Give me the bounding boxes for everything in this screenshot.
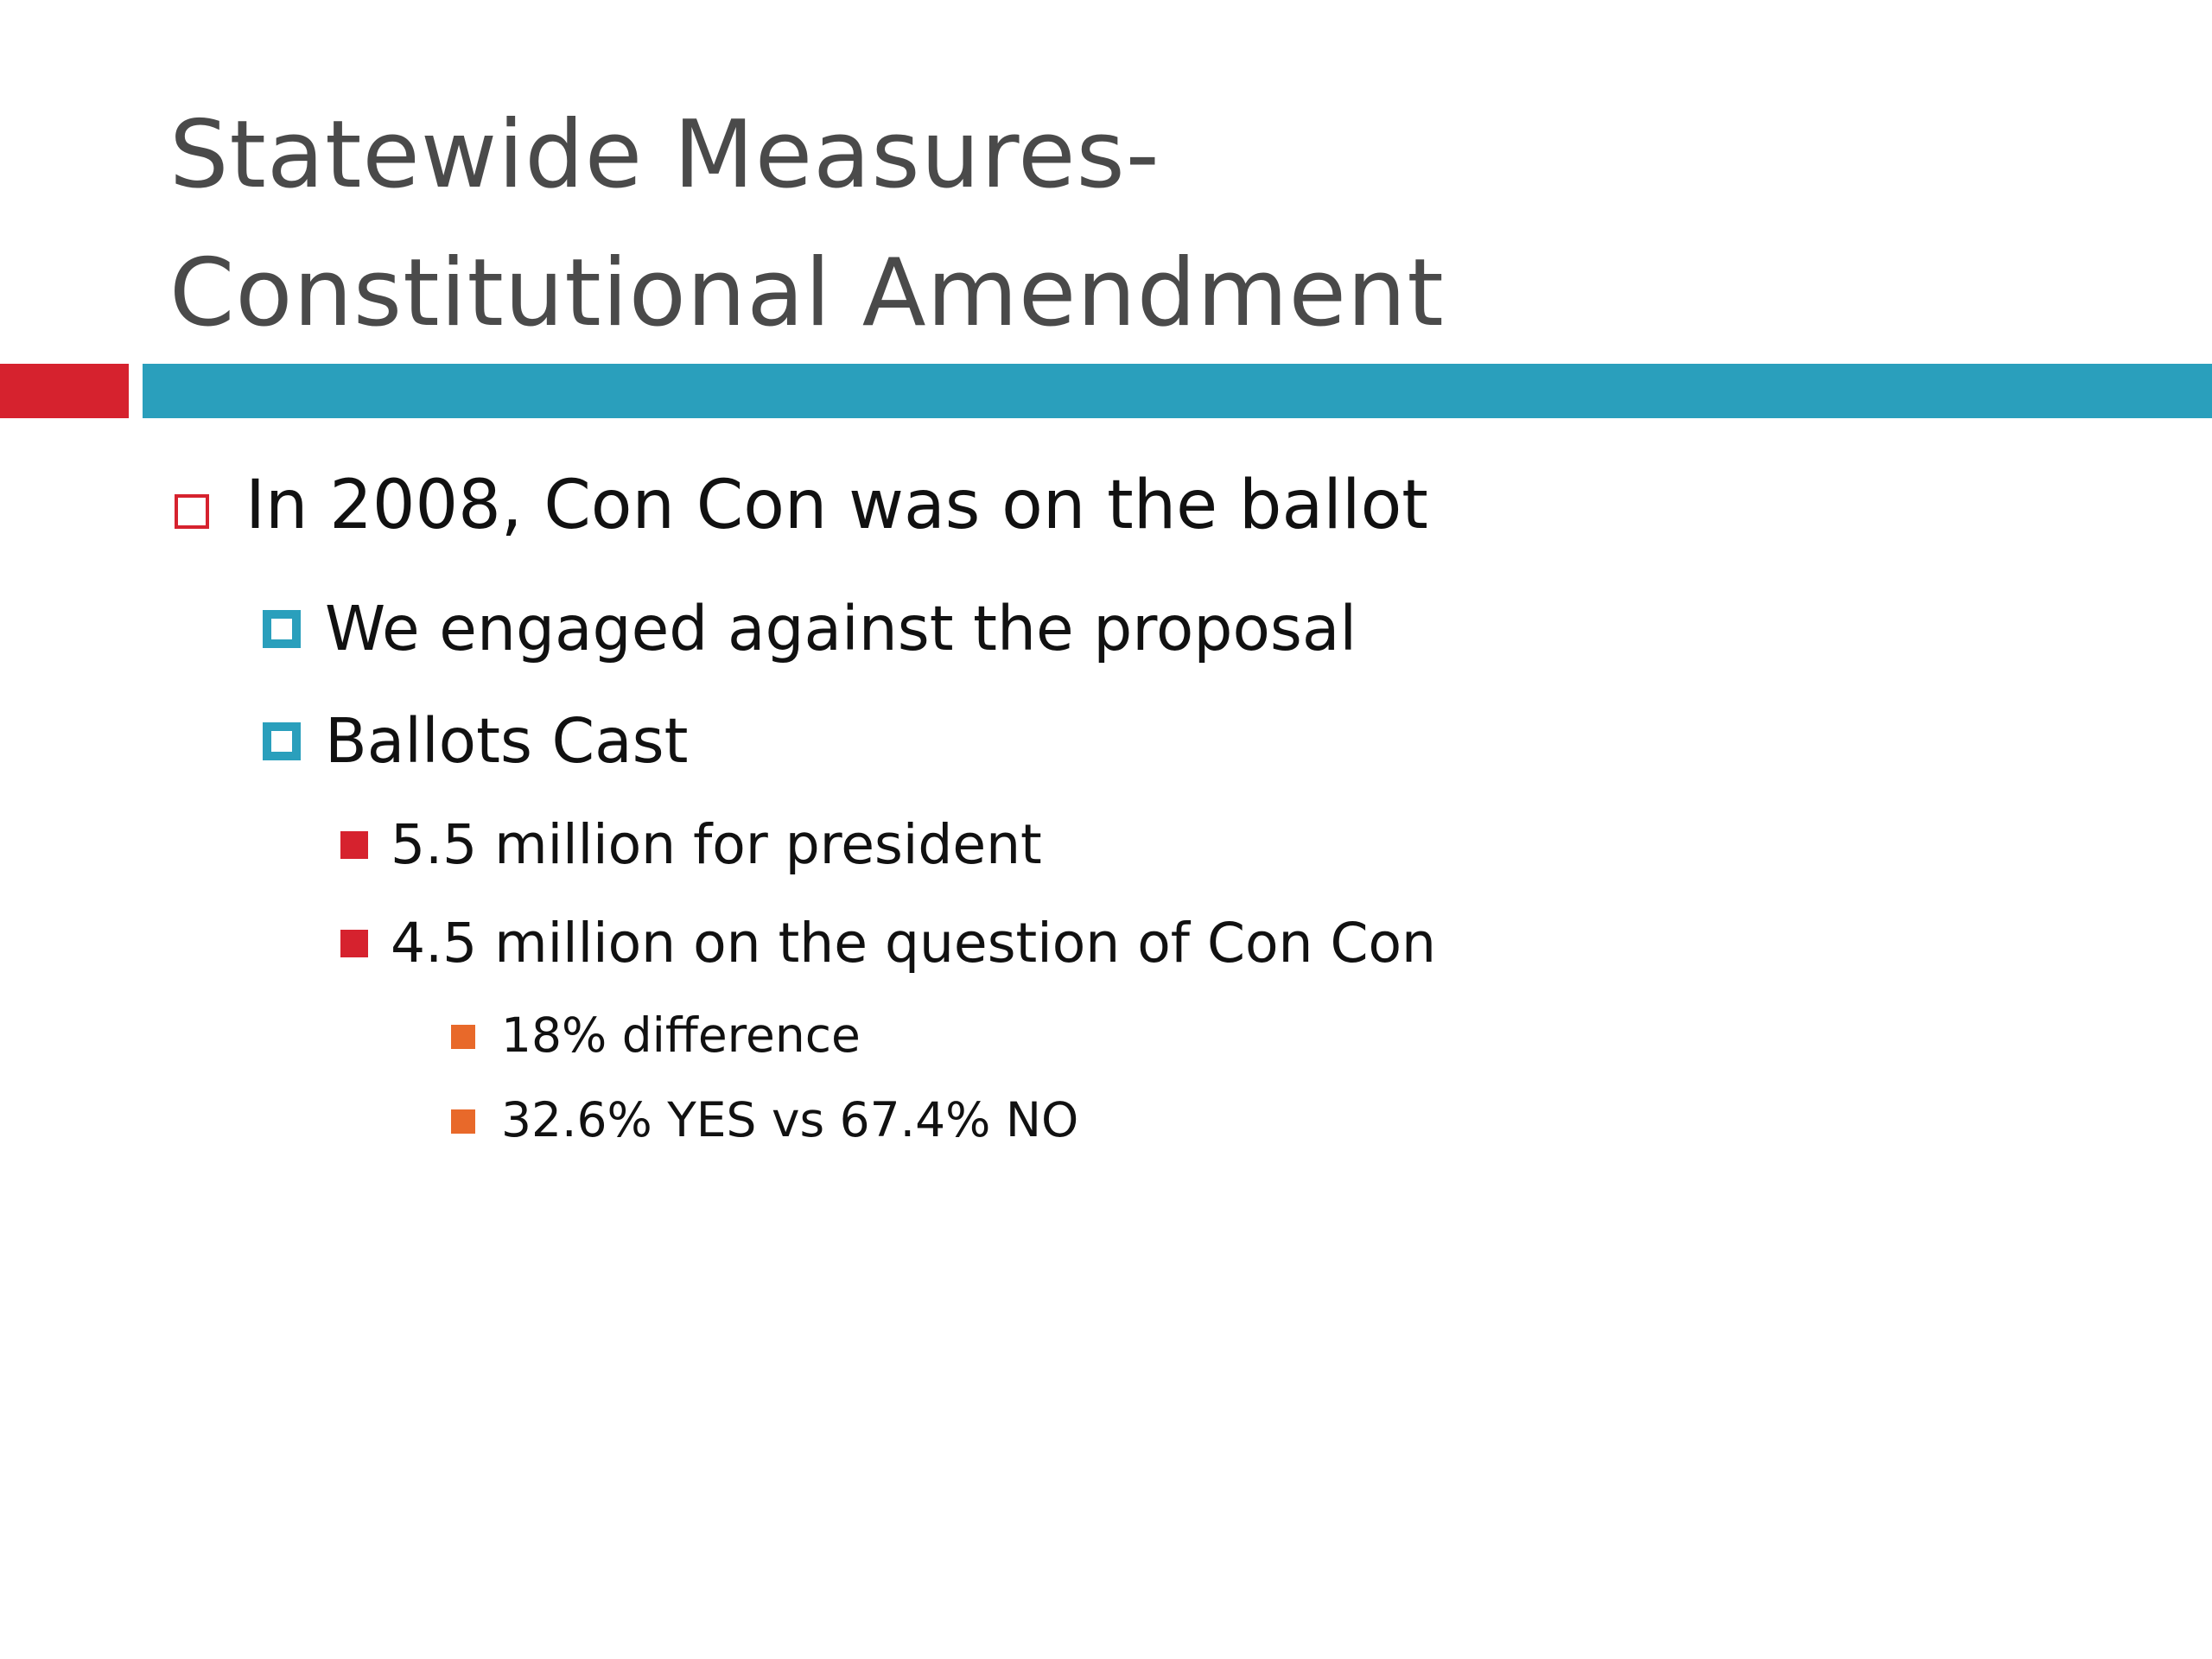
bullet-level3-con-con: 4.5 million on the question of Con Con — [391, 912, 1436, 975]
red-accent-bar — [0, 364, 129, 418]
bullet-level3-president: 5.5 million for president — [391, 813, 1042, 876]
small-square-bullet-icon — [451, 1109, 475, 1134]
filled-square-bullet-icon — [340, 930, 368, 957]
slide-title-line-1: Statewide Measures- — [169, 101, 1160, 209]
small-square-bullet-icon — [451, 1025, 475, 1049]
bullet-level2-ballots-cast: Ballots Cast — [325, 705, 689, 777]
square-bullet-icon — [263, 722, 301, 760]
bullet-level2-engaged: We engaged against the proposal — [325, 593, 1357, 664]
hollow-square-bullet-icon — [175, 494, 209, 529]
filled-square-bullet-icon — [340, 831, 368, 859]
square-bullet-icon — [263, 610, 301, 648]
bullet-level4-difference: 18% difference — [501, 1007, 861, 1063]
blue-divider-bar — [143, 364, 2212, 418]
bullet-level1: In 2008, Con Con was on the ballot — [245, 467, 1428, 544]
slide-title-line-2: Constitutional Amendment — [169, 239, 1445, 347]
bullet-level4-vote-result: 32.6% YES vs 67.4% NO — [501, 1092, 1079, 1147]
slide-title — [169, 86, 1445, 363]
